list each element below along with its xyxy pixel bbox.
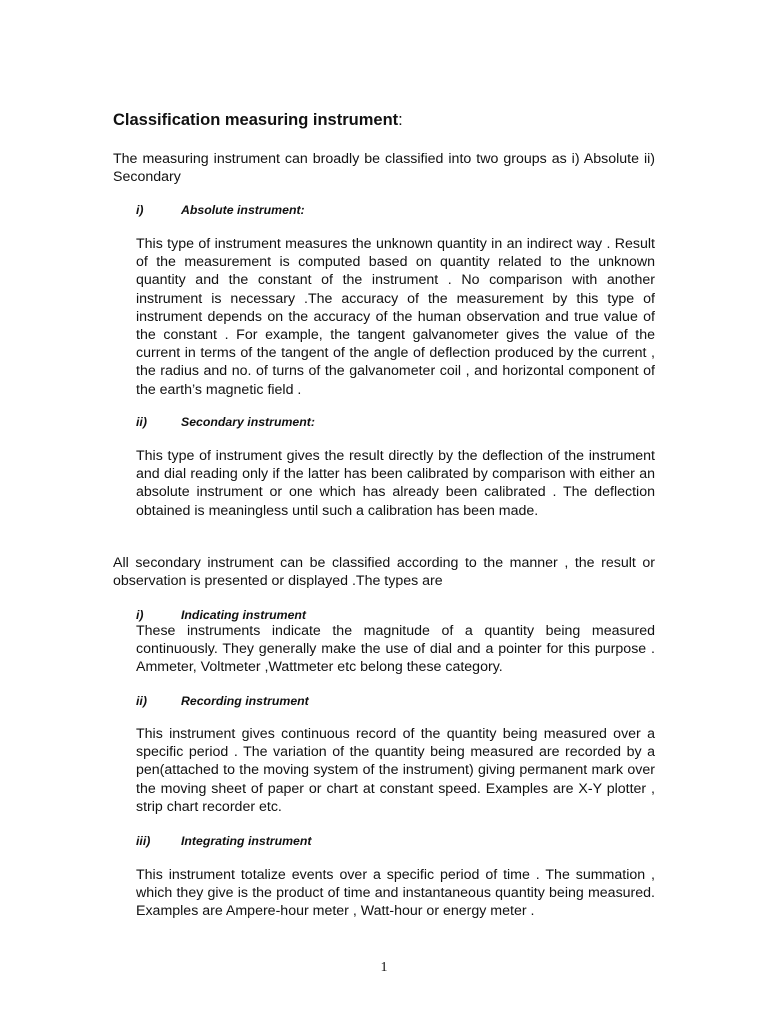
integrating-heading-label: Integrating instrument [181, 834, 312, 848]
intro-paragraph: The measuring instrument can broadly be classified into two groups as i) Absolute ii) Secondary [113, 151, 655, 186]
recording-paragraph: This instrument gives continuous record of the quantity being measured over a specific period . The variation of the quantity being measured are recorded by a pen(attached to the moving system of the instrument) giving permanent mark over the moving sheet of paper or chart at constant speed. Examples are X-Y plotter , strip chart recorder etc. [136, 726, 655, 815]
page-number: 1 [380, 960, 388, 975]
recording-heading-label: Recording instrument [181, 694, 309, 708]
indicating-heading [136, 608, 306, 622]
integrating-paragraph: This instrument totalize events over a specific period of time . The summation , which they give is the product of time and instantaneous quantity being measured. Examples are Ampere-hour meter , Watt-hour or energy meter . [136, 867, 655, 920]
absolute-heading [136, 203, 305, 217]
recording-heading-number: ii) [136, 694, 147, 708]
secondary-heading-label: Secondary instrument: [181, 415, 315, 429]
secondary-heading-number: ii) [136, 415, 147, 429]
absolute-paragraph: This type of instrument measures the unknown quantity in an indirect way . Result of the measurement is computed based on quantity related to the unknown quantity and the constant of the instrument . No comparison with another instrument is necessary .The accuracy of the measurement by this type of instrument depends on the accuracy of the human observation and true value of the constant . For example, the tangent galvanometer gives the value of the current in terms of the tangent of the angle of deflection produced by the current , the radius and no. of turns of the galvanometer coil , and horizontal component of the earth’s magnetic field . [136, 236, 655, 398]
absolute-heading-label: Absolute instrument: [181, 203, 305, 217]
page-title-colon: : [398, 111, 403, 129]
integrating-heading [136, 834, 312, 848]
recording-heading [136, 694, 309, 708]
secondary-heading [136, 415, 315, 429]
absolute-heading-number: i) [136, 203, 144, 217]
indicating-heading-number: i) [136, 608, 144, 622]
secondary-paragraph: This type of instrument gives the result directly by the deflection of the instrument and dial reading only if the latter has been calibrated by comparison with either an absolute instrument or one which has already been calibrated . The deflection obtained is meaningless until such a calibration has been made. [136, 448, 655, 519]
page-title [113, 111, 403, 130]
indicating-heading-label: Indicating instrument [181, 608, 307, 622]
integrating-heading-number: iii) [136, 834, 151, 848]
page-title-text: Classification measuring instrument [113, 111, 399, 129]
types-intro-paragraph: All secondary instrument can be classified according to the manner , the result or observation is presented or displayed .The types are [113, 555, 655, 590]
indicating-paragraph: These instruments indicate the magnitude of a quantity being measured continuously. They generally make the use of dial and a pointer for this purpose . Ammeter, Voltmeter ,Wattmeter etc belong these category. [136, 623, 655, 676]
